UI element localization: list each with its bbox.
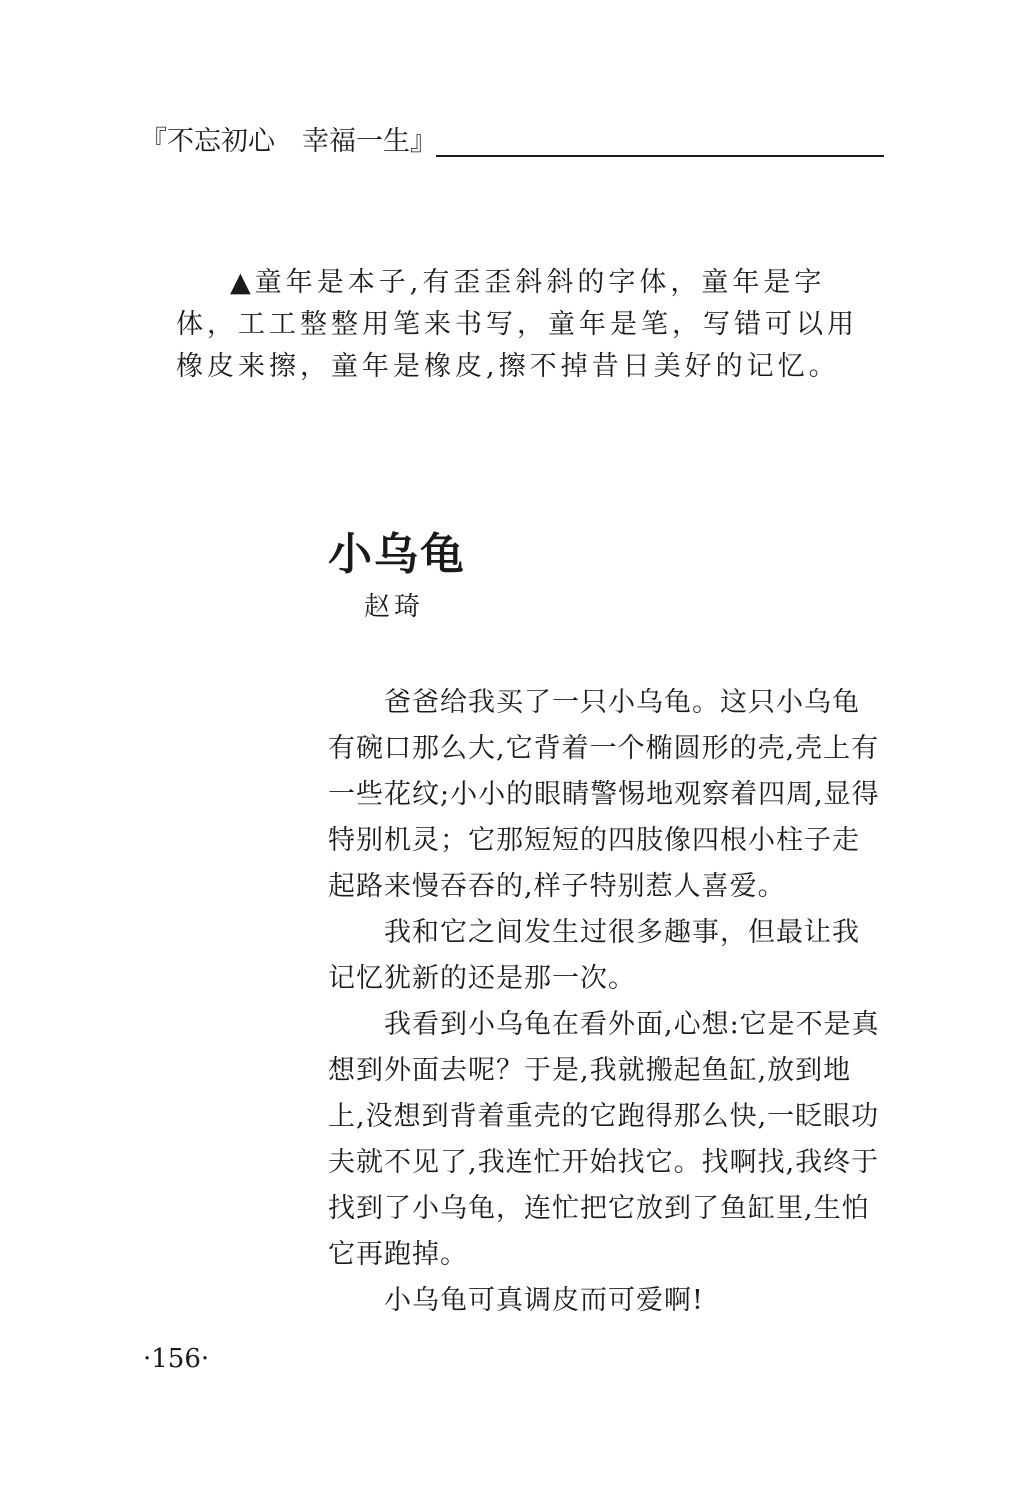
paragraph: 爸爸给我买了一只小乌龟。这只小乌龟有碗口那么大,它背着一个椭圆形的壳,壳上有一些花纹;小小的眼睛警惕地观察着四周,显得特别机灵；它那短短的四肢像四根小柱子走起路来慢吞吞的,样子特别惹人喜爱。	[328, 687, 880, 902]
running-head-rule	[436, 155, 884, 157]
paragraph: 我和它之间发生过很多趣事，但最让我记忆犹新的还是那一次。	[328, 917, 860, 994]
paragraph: 小乌龟可真调皮而可爱啊!	[384, 1285, 704, 1316]
caption-text: ▲童年是本子,有歪歪斜斜的字体，童年是字体，工工整整用笔来书写，童年是笔，写错可以用橡皮来擦，童年是橡皮,擦不掉昔日美好的记忆。	[176, 267, 858, 382]
article-author: 赵琦	[364, 592, 425, 622]
running-head-title: 『不忘初心 幸福一生』	[140, 126, 437, 157]
running-head	[140, 124, 884, 160]
article-body	[328, 680, 884, 1324]
page-number: ·156·	[143, 1344, 210, 1374]
article-title: 小乌龟	[328, 529, 466, 580]
photo-caption	[176, 262, 876, 388]
paragraph: 我看到小乌龟在看外面,心想:它是不是真想到外面去呢？于是,我就搬起鱼缸,放到地上,没想到背着重壳的它跑得那么快,一眨眼功夫就不见了,我连忙开始找它。找啊找,我终于找到了小乌龟，连忙把它放到了鱼缸里,生怕它再跑掉。	[328, 1009, 880, 1270]
